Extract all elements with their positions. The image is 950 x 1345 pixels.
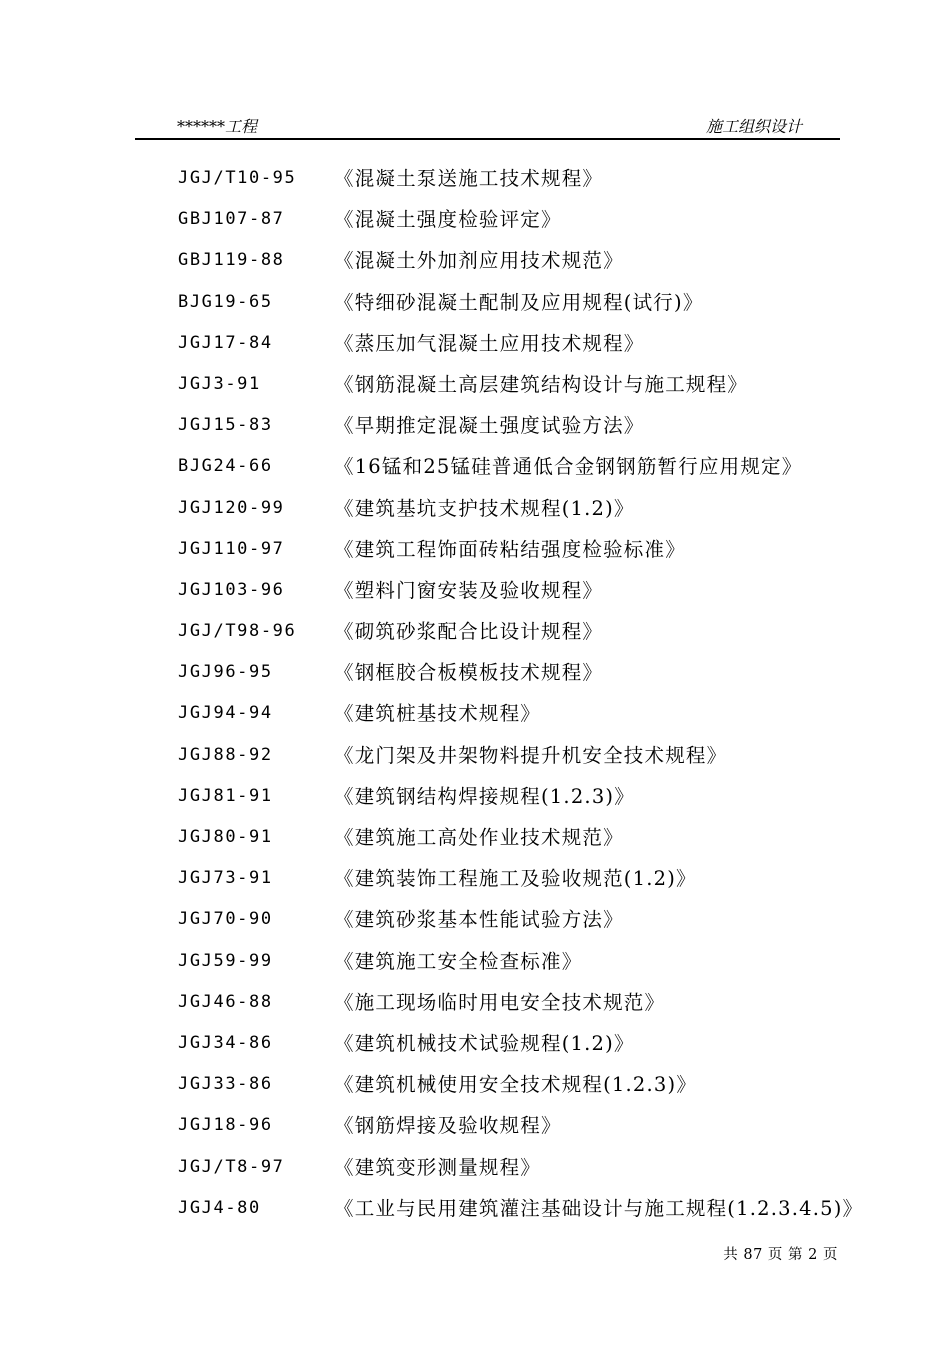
standard-code: JGJ80-91 (178, 827, 273, 847)
standard-code: GBJ107-87 (178, 209, 285, 230)
standard-item (178, 1105, 838, 1146)
standard-title: 《建筑工程饰面砖粘结强度检验标准》 (334, 537, 686, 561)
standard-title: 《建筑施工安全检查标准》 (334, 949, 583, 973)
standard-title: 《16锰和25锰硅普通低合金钢钢筋暂行应用规定》 (334, 455, 803, 479)
standard-item (178, 323, 838, 364)
standard-title: 《建筑装饰工程施工及验收规范(1.2)》 (334, 867, 697, 891)
standard-title: 《建筑施工高处作业技术规范》 (334, 826, 624, 849)
standard-code: JGJ46-88 (178, 991, 273, 1012)
standard-item (178, 240, 838, 281)
header-document-type: 施工组织设计 (705, 117, 802, 136)
standard-code: JGJ88-92 (178, 744, 273, 765)
standards-list (178, 158, 864, 1229)
standard-item (178, 941, 838, 982)
standard-title: 《建筑砂浆基本性能试验方法》 (334, 908, 624, 932)
standard-title: 《钢筋焊接及验收规程》 (334, 1114, 562, 1138)
standard-title: 《钢筋混凝土高层建筑结构设计与施工规程》 (334, 372, 749, 396)
standard-title: 《施工现场临时用电安全技术规范》 (334, 990, 666, 1014)
standard-title: 《龙门架及井架物料提升机安全技术规程》 (334, 743, 728, 767)
standard-code: JGJ110-97 (178, 538, 285, 559)
standard-code: BJG19-65 (178, 291, 273, 312)
standard-item (178, 1188, 864, 1229)
standard-title: 《建筑钢结构焊接规程(1.2.3)》 (334, 784, 635, 808)
standard-item (178, 1147, 838, 1188)
header-project-name: ******工程 (177, 117, 258, 136)
standard-item (178, 1023, 838, 1064)
standard-title: 《蒸压加气混凝土应用技术规程》 (334, 331, 645, 355)
standard-title: 《工业与民用建筑灌注基础设计与施工规程(1.2.3.4.5)》 (334, 1196, 864, 1220)
standard-item (178, 858, 838, 899)
standard-title: 《早期推定混凝土强度试验方法》 (334, 414, 645, 438)
standard-item (178, 982, 838, 1023)
standard-code: JGJ33-86 (178, 1074, 273, 1095)
standard-item (178, 570, 838, 611)
standard-item (178, 282, 838, 323)
standard-code: JGJ/T8-97 (178, 1156, 285, 1177)
standard-code: JGJ70-90 (178, 909, 273, 930)
standard-item (178, 735, 838, 776)
standard-code: JGJ17-84 (178, 332, 273, 353)
standard-code: JGJ4-80 (178, 1197, 261, 1218)
standard-code: BJG24-66 (178, 456, 273, 477)
standard-code: JGJ15-83 (178, 415, 273, 436)
standard-title: 《建筑基坑支护技术规程(1.2)》 (334, 496, 635, 520)
standard-code: JGJ34-86 (178, 1032, 273, 1053)
standard-title: 《混凝土外加剂应用技术规范》 (334, 249, 624, 273)
standard-title: 《建筑机械使用安全技术规程(1.2.3)》 (334, 1073, 698, 1097)
page-footer: 共 87 页 第 2 页 (723, 1247, 838, 1263)
standard-item (178, 693, 838, 734)
standard-code: JGJ59-99 (178, 950, 273, 971)
standard-title: 《混凝土泵送施工技术规程》 (334, 167, 604, 190)
standard-code: JGJ94-94 (178, 703, 273, 724)
standard-item (178, 817, 838, 858)
standard-item (178, 652, 838, 693)
standard-item (178, 364, 838, 405)
standard-code: JGJ3-91 (178, 373, 261, 394)
standard-item (178, 446, 838, 487)
standard-item (178, 199, 838, 240)
standard-code: JGJ73-91 (178, 868, 273, 889)
standard-item (178, 899, 838, 940)
standard-item (178, 529, 838, 570)
page-header (135, 112, 840, 140)
standard-title: 《砌筑砂浆配合比设计规程》 (334, 620, 604, 644)
standard-code: JGJ/T98-96 (178, 621, 297, 642)
standard-code: JGJ120-99 (178, 497, 285, 518)
standard-title: 《塑料门窗安装及验收规程》 (334, 578, 604, 602)
standard-item (178, 1064, 838, 1105)
standard-item (178, 611, 838, 652)
standard-code: JGJ18-96 (178, 1115, 273, 1136)
standard-title: 《建筑变形测量规程》 (334, 1155, 542, 1179)
standard-item (178, 158, 838, 199)
standard-title: 《建筑桩基技术规程》 (334, 702, 542, 726)
standard-item (178, 776, 838, 817)
standard-title: 《建筑机械技术试验规程(1.2)》 (334, 1031, 635, 1055)
standard-item (178, 405, 838, 446)
standard-code: GBJ119-88 (178, 250, 285, 271)
standard-title: 《特细砂混凝土配制及应用规程(试行)》 (334, 290, 704, 314)
standard-code: JGJ103-96 (178, 579, 285, 600)
standard-title: 《混凝土强度检验评定》 (334, 208, 562, 232)
standard-title: 《钢框胶合板模板技术规程》 (334, 661, 604, 685)
standard-code: JGJ/T10-95 (178, 168, 297, 188)
standard-code: JGJ96-95 (178, 662, 273, 683)
standard-code: JGJ81-91 (178, 785, 273, 806)
standard-item (178, 488, 838, 529)
